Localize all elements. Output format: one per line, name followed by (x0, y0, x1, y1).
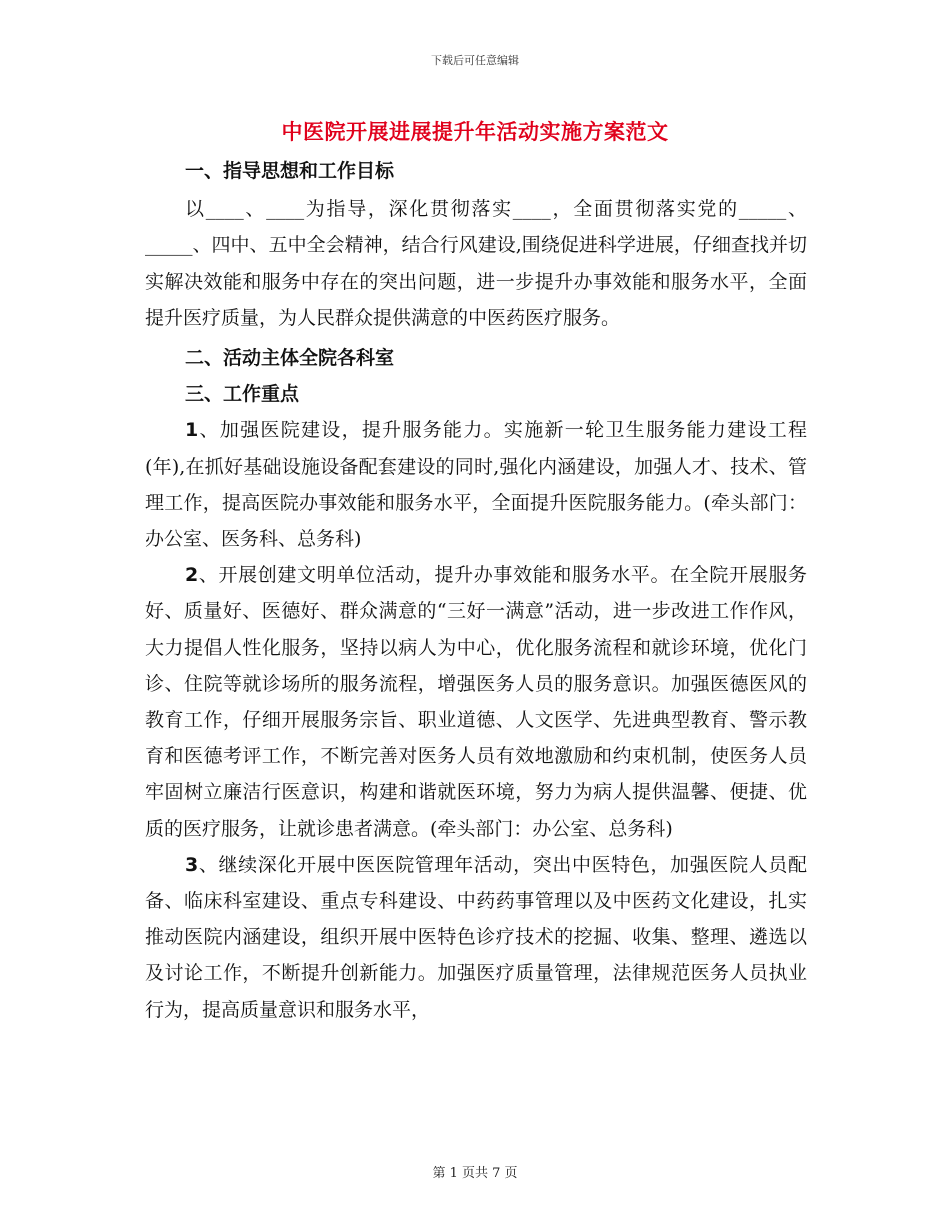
list-item (145, 557, 807, 847)
list-item (145, 412, 807, 557)
document-body (145, 153, 807, 1028)
section-1-paragraph: 以____、____为指导，深化贯彻落实____，全面贯彻落实党的_____、_____、四中、五中全会精神，结合行风建设,围绕促进科学进展，仔细查找并切实解决效能和服务中存在的突出问题，进一步提升办事效能和服务水平，全面提升医疗质量，为人民群众提供满意的中医药医疗服务。 (145, 198, 807, 329)
item-text: 、开展创建文明单位活动，提升办事效能和服务水平。在全院开展服务好、质量好、医德好、群众满意的“三好一满意”活动，进一步改进工作作风，大力提倡人性化服务，坚持以病人为中心，优化服务流程和就诊环境，优化门诊、住院等就诊场所的服务流程，增强医务人员的服务意识。加强医德医风的教育工作，仔细开展服务宗旨、职业道德、人文医学、先进典型教育、警示教育和医德考评工作，不断完善对医务人员有效地激励和约束机制，使医务人员牢固树立廉洁行医意识，构建和谐就医环境，努力为病人提供温馨、便捷、优质的医疗服务，让就诊患者满意。(牵头部门：办公室、总务科) (145, 564, 807, 840)
item-number: 1 (185, 419, 199, 442)
item-text: 、继续深化开展中医医院管理年活动，突出中医特色，加强医院人员配备、临床科室建设、重点专科建设、中药药事管理以及中医药文化建设，扎实推动医院内涵建设，组织开展中医特色诊疗技术的挖掘、收集、整理、遴选以及讨论工作，不断提升创新能力。加强医疗质量管理，法律规范医务人员执业行为，提高质量意识和服务水平， (145, 853, 807, 1021)
item-number: 2 (185, 564, 199, 587)
item-text: 、加强医院建设，提升服务能力。实施新一轮卫生服务能力建设工程(年),在抓好基础设施设备配套建设的同时,强化内涵建设，加强人才、技术、管理工作，提高医院办事效能和服务水平，全面提升医院服务能力。(牵头部门：办公室、医务科、总务科) (145, 419, 807, 551)
section-heading-2: 二、活动主体全院各科室 (185, 347, 395, 370)
page-number-footer: 第 1 页共 7 页 (432, 1166, 518, 1181)
item-number: 3 (185, 853, 199, 876)
document-title: 中医院开展进展提升年活动实施方案范文 (281, 120, 669, 144)
list-item (145, 847, 807, 1028)
section-heading-3: 三、工作重点 (185, 383, 300, 406)
page-header-note: 下载后可任意编辑 (431, 54, 519, 67)
section-heading-1: 一、指导思想和工作目标 (185, 160, 395, 182)
